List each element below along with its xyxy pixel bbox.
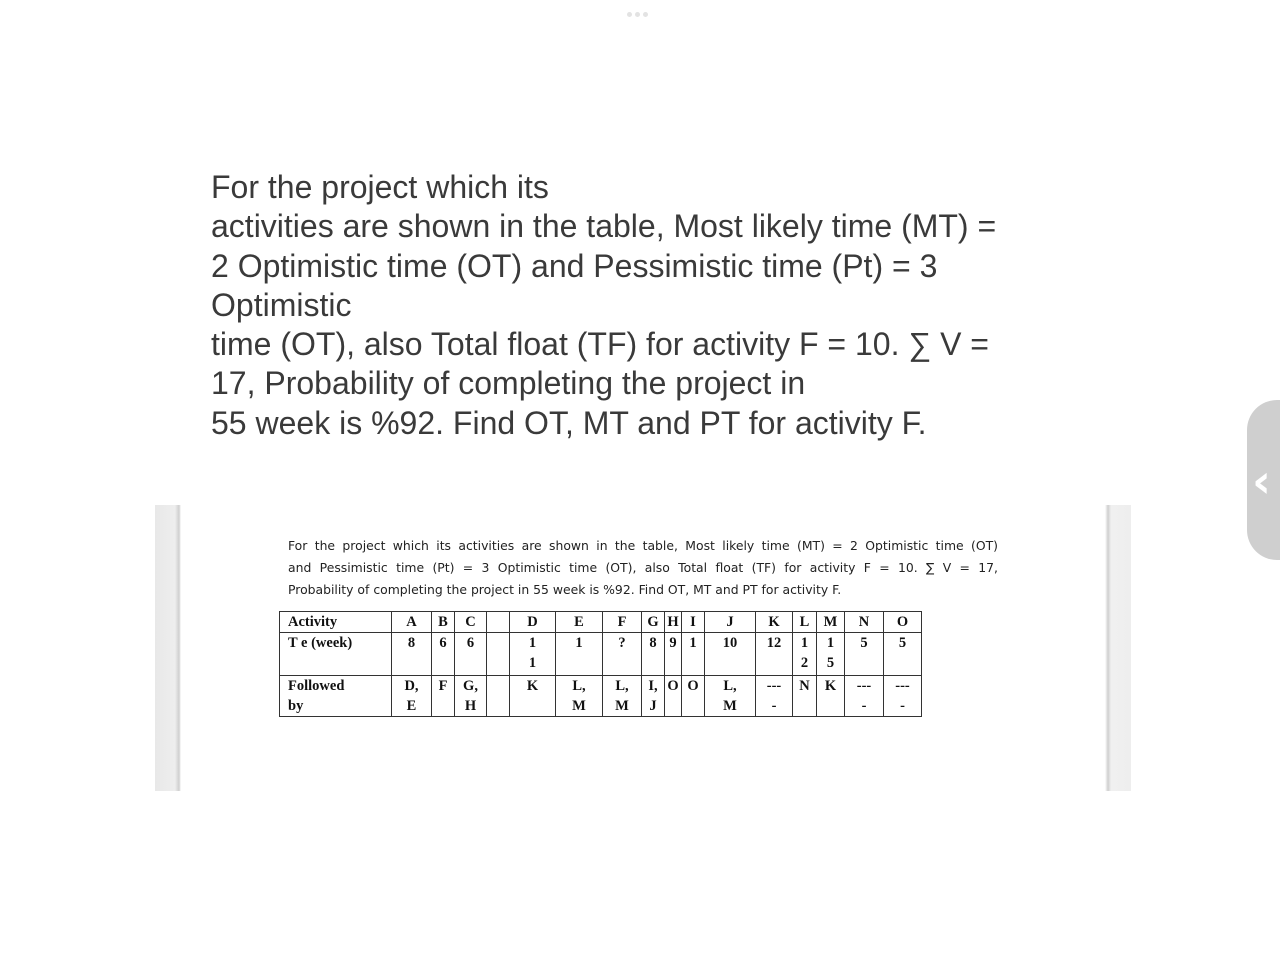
table-cell: C (455, 612, 487, 633)
image-text-line: Probability of completing the project in 55 week is %92. Find OT, MT and PT for activity F. (288, 582, 842, 597)
table-cell: 1 2 (793, 633, 817, 676)
table-cell: H (665, 612, 682, 633)
table-cell: 5 (845, 633, 884, 676)
image-border-left (155, 505, 181, 791)
table-cell: I, J (642, 676, 665, 717)
table-cell: 1 5 (817, 633, 845, 676)
table-cell: E (556, 612, 603, 633)
table-cell: 5 (884, 633, 922, 676)
table-cell: K (510, 676, 556, 717)
table-cell: O (665, 676, 682, 717)
question-line: 2 Optimistic time (OT) and Pessimistic time (Pt) = 3 (211, 247, 938, 284)
table-cell: A (392, 612, 432, 633)
activity-table (279, 611, 922, 717)
table-cell: 1 1 (510, 633, 556, 676)
row-header: Followed by (280, 676, 392, 717)
table-cell: D (510, 612, 556, 633)
table-cell: 1 (682, 633, 705, 676)
table-cell: F (603, 612, 642, 633)
table-spacer-cell (487, 633, 510, 676)
dots-indicator-icon (627, 12, 648, 17)
table-cell: 1 (556, 633, 603, 676)
question-line: Optimistic (211, 286, 352, 323)
table-cell: D, E (392, 676, 432, 717)
table-cell: K (817, 676, 845, 717)
table-cell: L, M (603, 676, 642, 717)
table-cell: --- - (845, 676, 884, 717)
row-header: T e (week) (280, 633, 392, 676)
table-cell: G (642, 612, 665, 633)
table-cell: 12 (756, 633, 793, 676)
question-line: time (OT), also Total float (TF) for activity F = 10. ∑ V = (211, 326, 989, 363)
table-spacer-cell (487, 612, 510, 633)
chevron-left-icon: ‹ (1252, 454, 1271, 508)
table-cell: F (432, 676, 455, 717)
table-cell: I (682, 612, 705, 633)
table-cell: --- - (756, 676, 793, 717)
question-line: For the project which its (211, 169, 549, 205)
table-cell: L, M (705, 676, 756, 717)
table-cell: 9 (665, 633, 682, 676)
question-line: 17, Probability of completing the project in (211, 365, 806, 402)
image-text-line: For the project which its activities are shown in the table, Most likely time (MT) = 2 Optimistic time (OT) (288, 538, 998, 553)
table-spacer-cell (487, 676, 510, 717)
table-row (280, 676, 922, 717)
table-cell: L, M (556, 676, 603, 717)
table-cell: M (817, 612, 845, 633)
attached-image[interactable] (155, 505, 1131, 791)
table-cell: 6 (432, 633, 455, 676)
table-cell: G, H (455, 676, 487, 717)
table-cell: 6 (455, 633, 487, 676)
table-cell: L (793, 612, 817, 633)
question-text (211, 168, 1091, 443)
image-border-right (1105, 505, 1131, 791)
table-cell: 8 (392, 633, 432, 676)
table-cell: 8 (642, 633, 665, 676)
table-cell: 10 (705, 633, 756, 676)
table-cell: N (793, 676, 817, 717)
table-cell: B (432, 612, 455, 633)
question-line: 55 week is %92. Find OT, MT and PT for activity F. (211, 404, 927, 441)
table-cell: O (884, 612, 922, 633)
image-text-line: and Pessimistic time (Pt) = 3 Optimistic time (OT), also Total float (TF) for activity F = 10. ∑ V = 17, (288, 560, 998, 575)
table-cell: --- - (884, 676, 922, 717)
table-row (280, 612, 922, 633)
table-cell: ? (603, 633, 642, 676)
table-cell: K (756, 612, 793, 633)
question-line: activities are shown in the table, Most likely time (MT) = (211, 208, 997, 245)
table-cell: N (845, 612, 884, 633)
table-cell: J (705, 612, 756, 633)
row-header: Activity (280, 612, 392, 633)
table-row (280, 633, 922, 676)
image-question-text (288, 535, 998, 601)
table-cell: O (682, 676, 705, 717)
